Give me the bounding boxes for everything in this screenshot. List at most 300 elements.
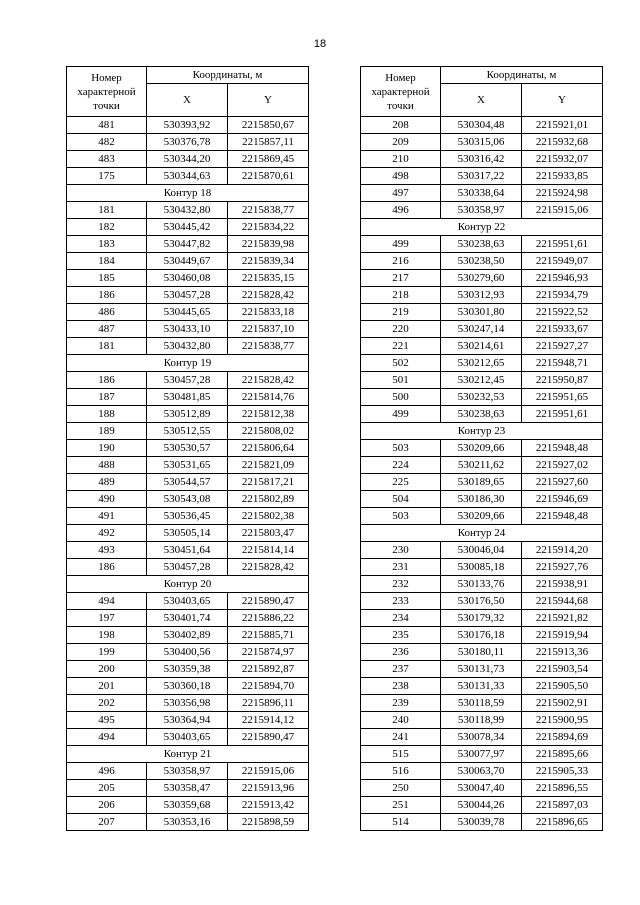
x-coordinate-cell: 530344,20 <box>147 151 228 168</box>
contour-label: Контур 24 <box>361 525 603 542</box>
point-number-cell: 186 <box>67 372 147 389</box>
table-row <box>67 134 309 151</box>
table-row <box>361 321 603 338</box>
y-coordinate-cell: 2215927,76 <box>522 559 603 576</box>
x-coordinate-cell: 530212,65 <box>441 355 522 372</box>
y-coordinate-cell: 2215898,59 <box>228 814 309 831</box>
point-number-cell: 181 <box>67 338 147 355</box>
y-coordinate-cell: 2215894,69 <box>522 729 603 746</box>
point-number-cell: 220 <box>361 321 441 338</box>
x-coordinate-cell: 530358,97 <box>147 763 228 780</box>
x-coordinate-cell: 530078,34 <box>441 729 522 746</box>
x-coordinate-cell: 530360,18 <box>147 678 228 695</box>
table-row <box>361 661 603 678</box>
x-coordinate-cell: 530238,63 <box>441 236 522 253</box>
y-coordinate-cell: 2215913,42 <box>228 797 309 814</box>
point-number-cell: 482 <box>67 134 147 151</box>
table-row <box>361 338 603 355</box>
y-coordinate-cell: 2215890,47 <box>228 593 309 610</box>
contour-label: Контур 20 <box>67 576 309 593</box>
point-number-cell: 189 <box>67 423 147 440</box>
x-coordinate-cell: 530317,22 <box>441 168 522 185</box>
x-coordinate-cell: 530376,78 <box>147 134 228 151</box>
table-row <box>361 355 603 372</box>
x-coordinate-cell: 530344,63 <box>147 168 228 185</box>
point-number-cell: 198 <box>67 627 147 644</box>
point-number-cell: 183 <box>67 236 147 253</box>
x-coordinate-cell: 530481,85 <box>147 389 228 406</box>
contour-label: Контур 22 <box>361 219 603 236</box>
x-coordinate-cell: 530403,65 <box>147 593 228 610</box>
point-number-cell: 230 <box>361 542 441 559</box>
point-number-cell: 231 <box>361 559 441 576</box>
point-number-cell: 240 <box>361 712 441 729</box>
x-header: X <box>147 84 228 117</box>
point-number-cell: 502 <box>361 355 441 372</box>
y-coordinate-cell: 2215828,42 <box>228 559 309 576</box>
y-coordinate-cell: 2215951,65 <box>522 389 603 406</box>
table-row <box>67 797 309 814</box>
y-coordinate-cell: 2215869,45 <box>228 151 309 168</box>
x-coordinate-cell: 530301,80 <box>441 304 522 321</box>
point-number-cell: 497 <box>361 185 441 202</box>
table-row <box>67 695 309 712</box>
y-coordinate-cell: 2215946,69 <box>522 491 603 508</box>
contour-row <box>67 746 309 763</box>
y-coordinate-cell: 2215914,20 <box>522 542 603 559</box>
y-coordinate-cell: 2215932,68 <box>522 134 603 151</box>
table-row <box>67 423 309 440</box>
x-coordinate-cell: 530212,45 <box>441 372 522 389</box>
x-coordinate-cell: 530457,28 <box>147 559 228 576</box>
x-coordinate-cell: 530457,28 <box>147 372 228 389</box>
y-coordinate-cell: 2215828,42 <box>228 372 309 389</box>
table-row <box>361 253 603 270</box>
x-coordinate-cell: 530530,57 <box>147 440 228 457</box>
y-coordinate-cell: 2215895,66 <box>522 746 603 763</box>
table-row <box>67 559 309 576</box>
point-number-cell: 197 <box>67 610 147 627</box>
point-number-cell: 187 <box>67 389 147 406</box>
y-header: Y <box>228 84 309 117</box>
x-coordinate-cell: 530536,45 <box>147 508 228 525</box>
x-coordinate-cell: 530543,08 <box>147 491 228 508</box>
point-number-cell: 224 <box>361 457 441 474</box>
table-row <box>361 627 603 644</box>
table-row <box>67 457 309 474</box>
point-number-cell: 499 <box>361 406 441 423</box>
table-row <box>361 168 603 185</box>
y-coordinate-cell: 2215897,03 <box>522 797 603 814</box>
coordinates-header: Координаты, м <box>441 67 603 84</box>
table-row <box>361 797 603 814</box>
coordinates-header: Координаты, м <box>147 67 309 84</box>
x-coordinate-cell: 530063,70 <box>441 763 522 780</box>
x-header: X <box>441 84 522 117</box>
x-coordinate-cell: 530403,65 <box>147 729 228 746</box>
contour-label: Контур 19 <box>67 355 309 372</box>
y-coordinate-cell: 2215948,71 <box>522 355 603 372</box>
x-coordinate-cell: 530047,40 <box>441 780 522 797</box>
y-coordinate-cell: 2215944,68 <box>522 593 603 610</box>
table-row <box>67 678 309 695</box>
x-coordinate-cell: 530445,42 <box>147 219 228 236</box>
contour-row <box>67 185 309 202</box>
y-coordinate-cell: 2215927,60 <box>522 474 603 491</box>
table-row <box>361 134 603 151</box>
point-number-cell: 491 <box>67 508 147 525</box>
table-row <box>361 508 603 525</box>
table-row <box>67 644 309 661</box>
point-number-cell: 499 <box>361 236 441 253</box>
y-coordinate-cell: 2215948,48 <box>522 508 603 525</box>
point-number-cell: 494 <box>67 593 147 610</box>
point-number-cell: 205 <box>67 780 147 797</box>
x-coordinate-cell: 530447,82 <box>147 236 228 253</box>
table-row <box>67 712 309 729</box>
x-coordinate-cell: 530457,28 <box>147 287 228 304</box>
y-coordinate-cell: 2215808,02 <box>228 423 309 440</box>
table-row <box>67 627 309 644</box>
point-number-cell: 186 <box>67 559 147 576</box>
x-coordinate-cell: 530209,66 <box>441 440 522 457</box>
contour-row <box>361 423 603 440</box>
x-coordinate-cell: 530449,67 <box>147 253 228 270</box>
x-coordinate-cell: 530077,97 <box>441 746 522 763</box>
y-coordinate-cell: 2215927,02 <box>522 457 603 474</box>
y-coordinate-cell: 2215894,70 <box>228 678 309 695</box>
x-coordinate-cell: 530211,62 <box>441 457 522 474</box>
table-row <box>67 814 309 831</box>
x-coordinate-cell: 530189,65 <box>441 474 522 491</box>
y-coordinate-cell: 2215915,06 <box>228 763 309 780</box>
table-row <box>361 406 603 423</box>
y-coordinate-cell: 2215892,87 <box>228 661 309 678</box>
y-coordinate-cell: 2215802,38 <box>228 508 309 525</box>
y-coordinate-cell: 2215839,34 <box>228 253 309 270</box>
point-number-cell: 251 <box>361 797 441 814</box>
point-number-cell: 489 <box>67 474 147 491</box>
x-coordinate-cell: 530364,94 <box>147 712 228 729</box>
point-number-cell: 488 <box>67 457 147 474</box>
x-coordinate-cell: 530214,61 <box>441 338 522 355</box>
point-number-cell: 486 <box>67 304 147 321</box>
x-coordinate-cell: 530432,80 <box>147 338 228 355</box>
x-coordinate-cell: 530247,14 <box>441 321 522 338</box>
table-row <box>361 576 603 593</box>
y-coordinate-cell: 2215922,52 <box>522 304 603 321</box>
y-coordinate-cell: 2215834,22 <box>228 219 309 236</box>
point-number-cell: 200 <box>67 661 147 678</box>
table-row <box>361 185 603 202</box>
point-number-cell: 504 <box>361 491 441 508</box>
y-coordinate-cell: 2215835,15 <box>228 270 309 287</box>
table-row <box>67 661 309 678</box>
x-coordinate-cell: 530445,65 <box>147 304 228 321</box>
y-coordinate-cell: 2215905,33 <box>522 763 603 780</box>
table-row <box>361 542 603 559</box>
y-coordinate-cell: 2215839,98 <box>228 236 309 253</box>
x-coordinate-cell: 530401,74 <box>147 610 228 627</box>
table-row <box>361 270 603 287</box>
y-coordinate-cell: 2215927,27 <box>522 338 603 355</box>
x-coordinate-cell: 530131,33 <box>441 678 522 695</box>
table-row <box>67 729 309 746</box>
x-coordinate-cell: 530118,99 <box>441 712 522 729</box>
point-number-cell: 495 <box>67 712 147 729</box>
y-coordinate-cell: 2215900,95 <box>522 712 603 729</box>
point-number-cell: 500 <box>361 389 441 406</box>
point-number-cell: 483 <box>67 151 147 168</box>
y-coordinate-cell: 2215896,65 <box>522 814 603 831</box>
table-row <box>67 321 309 338</box>
point-number-cell: 207 <box>67 814 147 831</box>
y-coordinate-cell: 2215806,64 <box>228 440 309 457</box>
point-number-cell: 181 <box>67 202 147 219</box>
y-coordinate-cell: 2215837,10 <box>228 321 309 338</box>
y-coordinate-cell: 2215913,36 <box>522 644 603 661</box>
y-coordinate-cell: 2215924,98 <box>522 185 603 202</box>
y-coordinate-cell: 2215817,21 <box>228 474 309 491</box>
point-number-cell: 175 <box>67 168 147 185</box>
point-number-cell: 496 <box>361 202 441 219</box>
table-row <box>67 168 309 185</box>
table-row <box>361 763 603 780</box>
point-number-cell: 492 <box>67 525 147 542</box>
x-coordinate-cell: 530180,11 <box>441 644 522 661</box>
y-coordinate-cell: 2215903,54 <box>522 661 603 678</box>
table-row <box>67 270 309 287</box>
y-coordinate-cell: 2215915,06 <box>522 202 603 219</box>
y-coordinate-cell: 2215828,42 <box>228 287 309 304</box>
y-coordinate-cell: 2215919,94 <box>522 627 603 644</box>
x-coordinate-cell: 530433,10 <box>147 321 228 338</box>
x-coordinate-cell: 530512,89 <box>147 406 228 423</box>
y-coordinate-cell: 2215950,87 <box>522 372 603 389</box>
y-coordinate-cell: 2215914,12 <box>228 712 309 729</box>
y-coordinate-cell: 2215838,77 <box>228 202 309 219</box>
y-coordinate-cell: 2215850,67 <box>228 117 309 134</box>
x-coordinate-cell: 530338,64 <box>441 185 522 202</box>
point-number-cell: 208 <box>361 117 441 134</box>
point-number-cell: 515 <box>361 746 441 763</box>
point-number-cell: 498 <box>361 168 441 185</box>
x-coordinate-cell: 530039,78 <box>441 814 522 831</box>
point-number-cell: 221 <box>361 338 441 355</box>
table-row <box>67 763 309 780</box>
point-number-cell: 516 <box>361 763 441 780</box>
x-coordinate-cell: 530356,98 <box>147 695 228 712</box>
point-number-cell: 233 <box>361 593 441 610</box>
x-coordinate-cell: 530359,38 <box>147 661 228 678</box>
x-coordinate-cell: 530238,63 <box>441 406 522 423</box>
point-number-cell: 514 <box>361 814 441 831</box>
contour-label: Контур 18 <box>67 185 309 202</box>
y-coordinate-cell: 2215885,71 <box>228 627 309 644</box>
y-coordinate-cell: 2215812,38 <box>228 406 309 423</box>
contour-label: Контур 23 <box>361 423 603 440</box>
y-coordinate-cell: 2215803,47 <box>228 525 309 542</box>
table-row <box>67 202 309 219</box>
coordinates-table-right <box>360 66 603 831</box>
y-coordinate-cell: 2215902,91 <box>522 695 603 712</box>
table-row <box>67 304 309 321</box>
x-coordinate-cell: 530046,04 <box>441 542 522 559</box>
x-coordinate-cell: 530118,59 <box>441 695 522 712</box>
x-coordinate-cell: 530133,76 <box>441 576 522 593</box>
x-coordinate-cell: 530312,93 <box>441 287 522 304</box>
point-number-cell: 494 <box>67 729 147 746</box>
x-coordinate-cell: 530316,42 <box>441 151 522 168</box>
y-coordinate-cell: 2215951,61 <box>522 236 603 253</box>
point-number-cell: 216 <box>361 253 441 270</box>
x-coordinate-cell: 530186,30 <box>441 491 522 508</box>
x-coordinate-cell: 530400,56 <box>147 644 228 661</box>
y-coordinate-cell: 2215857,11 <box>228 134 309 151</box>
y-coordinate-cell: 2215932,07 <box>522 151 603 168</box>
table-row <box>361 814 603 831</box>
table-row <box>361 202 603 219</box>
point-number-cell: 190 <box>67 440 147 457</box>
point-number-cell: 234 <box>361 610 441 627</box>
y-coordinate-cell: 2215833,18 <box>228 304 309 321</box>
table-row <box>67 338 309 355</box>
point-number-cell: 201 <box>67 678 147 695</box>
y-coordinate-cell: 2215934,79 <box>522 287 603 304</box>
point-number-cell: 210 <box>361 151 441 168</box>
table-row <box>67 406 309 423</box>
table-row <box>361 236 603 253</box>
table-row <box>361 440 603 457</box>
x-coordinate-cell: 530085,18 <box>441 559 522 576</box>
x-coordinate-cell: 530531,65 <box>147 457 228 474</box>
contour-row <box>67 355 309 372</box>
point-number-cell: 239 <box>361 695 441 712</box>
table-row <box>67 287 309 304</box>
table-row <box>67 525 309 542</box>
x-coordinate-cell: 530131,73 <box>441 661 522 678</box>
point-number-cell: 206 <box>67 797 147 814</box>
point-number-cell: 503 <box>361 508 441 525</box>
table-row <box>67 593 309 610</box>
x-coordinate-cell: 530176,50 <box>441 593 522 610</box>
x-coordinate-cell: 530358,47 <box>147 780 228 797</box>
coordinates-table-body-right <box>361 117 603 831</box>
table-row <box>67 780 309 797</box>
y-coordinate-cell: 2215949,07 <box>522 253 603 270</box>
point-number-cell: 241 <box>361 729 441 746</box>
contour-label: Контур 21 <box>67 746 309 763</box>
x-coordinate-cell: 530393,92 <box>147 117 228 134</box>
y-coordinate-cell: 2215896,11 <box>228 695 309 712</box>
point-number-cell: 237 <box>361 661 441 678</box>
point-number-cell: 209 <box>361 134 441 151</box>
page-number: 18 <box>313 38 327 50</box>
x-coordinate-cell: 530315,06 <box>441 134 522 151</box>
x-coordinate-cell: 530432,80 <box>147 202 228 219</box>
table-row <box>361 287 603 304</box>
point-number-cell: 217 <box>361 270 441 287</box>
contour-row <box>361 219 603 236</box>
x-coordinate-cell: 530512,55 <box>147 423 228 440</box>
x-coordinate-cell: 530402,89 <box>147 627 228 644</box>
y-header: Y <box>522 84 603 117</box>
table-row <box>67 372 309 389</box>
point-number-cell: 186 <box>67 287 147 304</box>
table-row <box>67 253 309 270</box>
point-number-cell: 493 <box>67 542 147 559</box>
point-number-cell: 199 <box>67 644 147 661</box>
y-coordinate-cell: 2215896,55 <box>522 780 603 797</box>
point-number-cell: 250 <box>361 780 441 797</box>
y-coordinate-cell: 2215938,91 <box>522 576 603 593</box>
table-row <box>361 729 603 746</box>
y-coordinate-cell: 2215890,47 <box>228 729 309 746</box>
point-number-cell: 219 <box>361 304 441 321</box>
y-coordinate-cell: 2215913,96 <box>228 780 309 797</box>
x-coordinate-cell: 530353,16 <box>147 814 228 831</box>
table-row <box>361 593 603 610</box>
y-coordinate-cell: 2215886,22 <box>228 610 309 627</box>
table-row <box>361 151 603 168</box>
x-coordinate-cell: 530505,14 <box>147 525 228 542</box>
table-row <box>361 644 603 661</box>
point-number-cell: 218 <box>361 287 441 304</box>
coordinates-table-body-left <box>67 117 309 831</box>
x-coordinate-cell: 530232,53 <box>441 389 522 406</box>
point-number-header: Номер характерной точки <box>67 67 147 117</box>
x-coordinate-cell: 530544,57 <box>147 474 228 491</box>
y-coordinate-cell: 2215814,76 <box>228 389 309 406</box>
point-number-cell: 481 <box>67 117 147 134</box>
y-coordinate-cell: 2215921,82 <box>522 610 603 627</box>
point-number-cell: 188 <box>67 406 147 423</box>
table-row <box>67 117 309 134</box>
y-coordinate-cell: 2215870,61 <box>228 168 309 185</box>
table-row <box>67 610 309 627</box>
x-coordinate-cell: 530451,64 <box>147 542 228 559</box>
table-row <box>67 474 309 491</box>
x-coordinate-cell: 530238,50 <box>441 253 522 270</box>
point-number-cell: 185 <box>67 270 147 287</box>
y-coordinate-cell: 2215905,50 <box>522 678 603 695</box>
table-row <box>361 491 603 508</box>
table-row <box>361 559 603 576</box>
table-row <box>67 491 309 508</box>
x-coordinate-cell: 530209,66 <box>441 508 522 525</box>
table-row <box>361 678 603 695</box>
table-row <box>67 151 309 168</box>
y-coordinate-cell: 2215933,67 <box>522 321 603 338</box>
table-row <box>361 117 603 134</box>
x-coordinate-cell: 530044,26 <box>441 797 522 814</box>
y-coordinate-cell: 2215874,97 <box>228 644 309 661</box>
point-number-cell: 184 <box>67 253 147 270</box>
table-row <box>67 440 309 457</box>
point-number-cell: 487 <box>67 321 147 338</box>
table-row <box>361 457 603 474</box>
y-coordinate-cell: 2215838,77 <box>228 338 309 355</box>
x-coordinate-cell: 530304,48 <box>441 117 522 134</box>
x-coordinate-cell: 530176,18 <box>441 627 522 644</box>
table-row <box>67 219 309 236</box>
contour-row <box>361 525 603 542</box>
table-row <box>361 304 603 321</box>
point-number-cell: 235 <box>361 627 441 644</box>
table-row <box>67 236 309 253</box>
table-row <box>361 712 603 729</box>
x-coordinate-cell: 530359,68 <box>147 797 228 814</box>
